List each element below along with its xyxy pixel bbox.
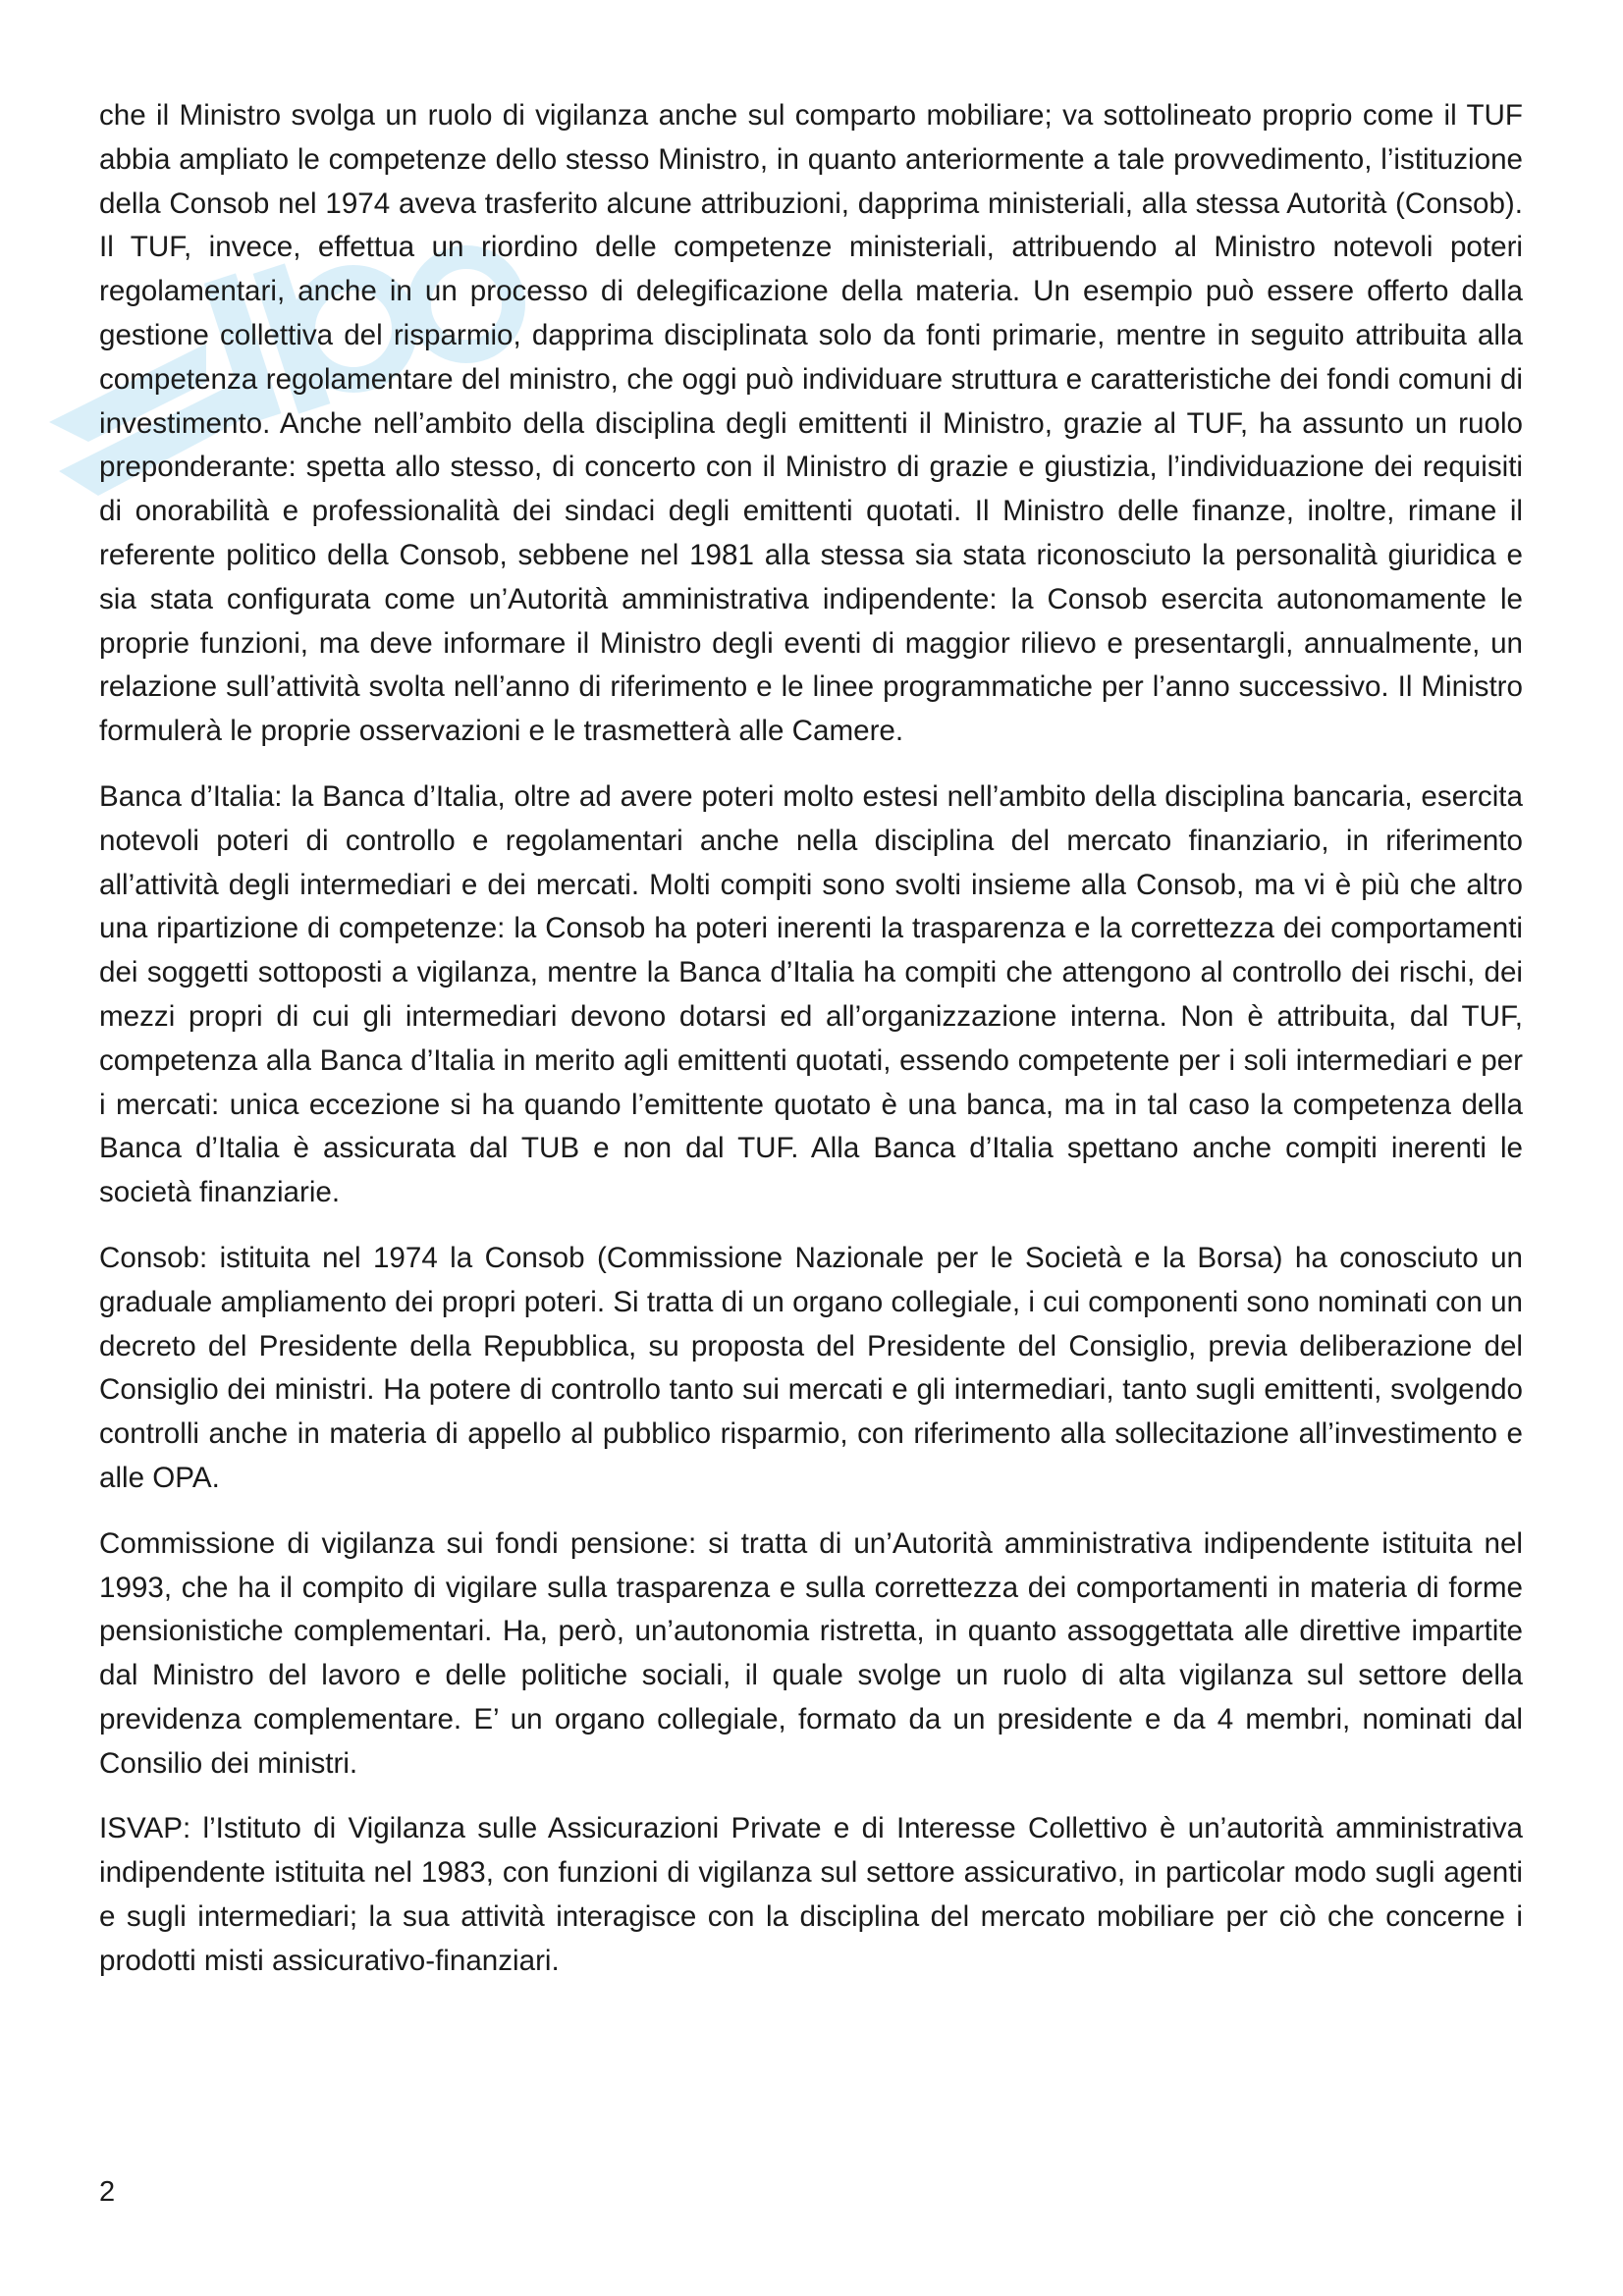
paragraph-isvap: ISVAP: l’Istituto di Vigilanza sulle Assicurazioni Private e di Interesse Collettivo è un’autorità amministrativa indipendente istituita nel 1983, con funzioni di vigilanza sul settore assicurativo, in particolar modo sugli agenti e sugli intermediari; la sua attività interagisce con la disciplina del mercato mobiliare per ciò che concerne i prodotti misti assicurativo-finanziari.: [99, 1812, 1523, 1977]
page-number: 2: [99, 2176, 116, 2208]
paragraph-banca-italia: Banca d’Italia: la Banca d’Italia, oltre ad avere poteri molto estesi nell’ambito della disciplina bancaria, esercita notevoli poteri di controllo e regolamentari anche nella disciplina del mercato finanziario, in riferimento all’attività degli intermediari e dei mercati. Molti compiti sono svolti insieme alla Consob, ma vi è più che altro una ripartizione di competenze: la Consob ha poteri inerenti la trasparenza e la correttezza dei comportamenti dei soggetti sottoposti a vigilanza, mentre la Banca d’Italia ha compiti che attengono al controllo dei rischi, dei mezzi propri di cui gli intermediari devono dotarsi ed all’organizzazione interna. Non è attribuita, dal TUF, competenza alla Banca d’Italia in merito agli emittenti quotati, essendo competente per i soli intermediari e per i mercati: unica eccezione si ha quando l’emittente quotato è una banca, ma in tal caso la competenza della Banca d’Italia è assicurata dal TUB e non dal TUF. Alla Banca d’Italia spettano anche compiti inerenti le società finanziarie.: [99, 779, 1523, 1209]
paragraph-ministro: che il Ministro svolga un ruolo di vigilanza anche sul comparto mobiliare; va sottolineato proprio come il TUF abbia ampliato le competenze dello stesso Ministro, in quanto anteriormente a tale provvedimento, l’istituzione della Consob nel 1974 aveva trasferito alcune attribuzioni, dapprima ministeriali, alla stessa Autorità (Consob). Il TUF, invece, effettua un riordino delle competenze ministeriali, attribuendo al Ministro notevoli poteri regolamentari, anche in un processo di delegificazione della materia. Un esempio può essere offerto dalla gestione collettiva del risparmio, dapprima disciplinata solo da fonti primarie, mentre in seguito attribuita alla competenza regolamentare del ministro, che oggi può individuare struttura e caratteristiche dei fondi comuni di investimento. Anche nell’ambito della disciplina degli emittenti il Ministro, grazie al TUF, ha assunto un ruolo preponderante: spetta allo stesso, di concerto con il Ministro di grazie e giustizia, l’individuazione dei requisiti di onorabilità e professionalità dei sindaci degli emittenti quotati. Il Ministro delle finanze, inoltre, rimane il referente politico della Consob, sebbene nel 1981 alla stessa sia stata riconosciuto la personalità giuridica e sia stata configurata come un’Autorità amministrativa indipendente: la Consob esercita autonomamente le proprie funzioni, ma deve informare il Ministro degli eventi di maggior rilievo e presentargli, annualmente, un relazione sull’attività svolta nell’anno di riferimento e le linee programmatiche per l’anno successivo. Il Ministro formulerà le proprie osservazioni e le trasmetterà alle Camere.: [99, 99, 1523, 748]
paragraph-consob: Consob: istituita nel 1974 la Consob (Commissione Nazionale per le Società e la Borsa) ha conosciuto un graduale ampliamento dei propri poteri. Si tratta di un organo collegiale, i cui componenti sono nominati con un decreto del Presidente della Repubblica, su proposta del Presidente del Consiglio, previa deliberazione del Consiglio dei ministri. Ha potere di controllo tanto sui mercati e gli intermediari, tanto sugli emittenti, svolgendo controlli anche in materia di appello al pubblico risparmio, con riferimento alla sollecitazione all’investimento e alle OPA.: [99, 1241, 1523, 1494]
paragraph-fondi-pensione: Commissione di vigilanza sui fondi pensione: si tratta di un’Autorità amministrativa indipendente istituita nel 1993, che ha il compito di vigilare sulla trasparenza e sulla correttezza dei comportamenti in materia di forme pensionistiche complementari. Ha, però, un’autonomia ristretta, in quanto assoggettata alle direttive impartite dal Ministro del lavoro e delle politiche sociali, il quale svolge un ruolo di alta vigilanza sul settore della previdenza complementare. E’ un organo collegiale, formato da un presidente e da 4 membri, nominati dal Consilio dei ministri.: [99, 1526, 1523, 1780]
page-body: [99, 94, 1523, 2005]
